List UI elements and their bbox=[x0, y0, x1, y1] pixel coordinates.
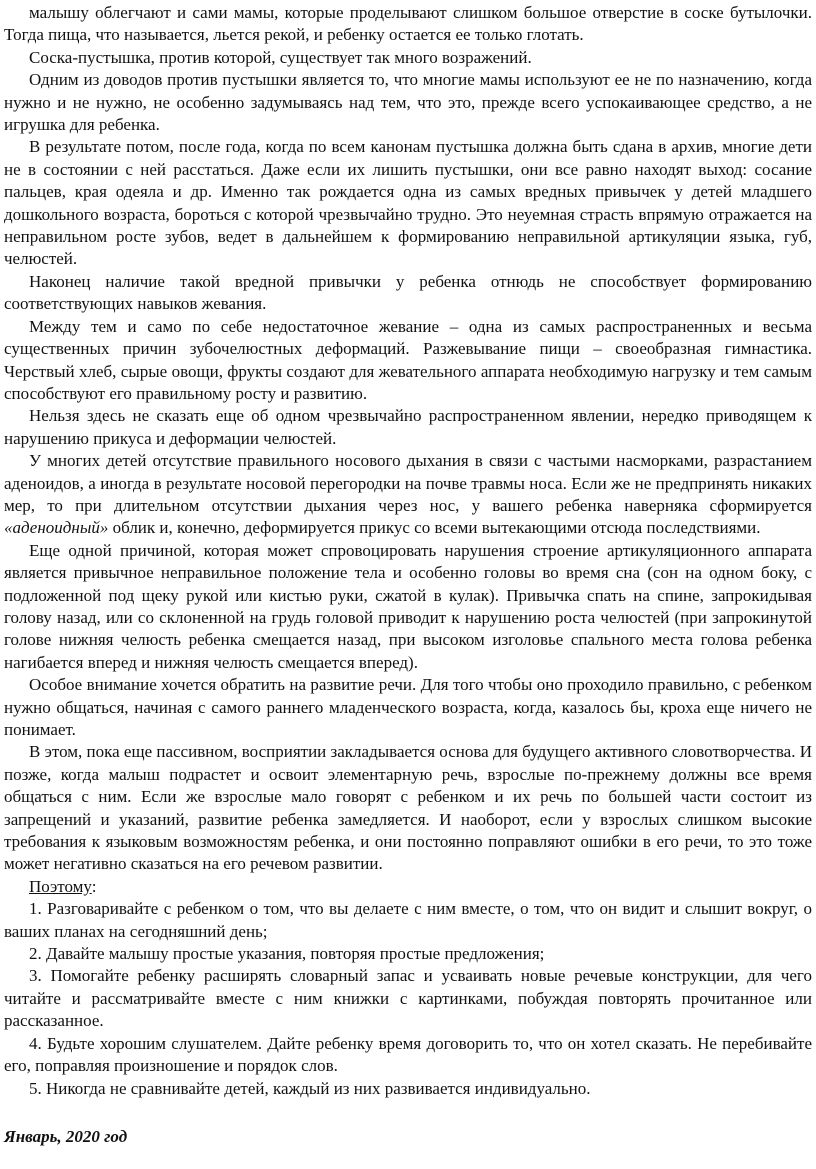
paragraph-8 bbox=[4, 450, 812, 540]
list-item-4: 4. Будьте хорошим слушателем. Дайте ребенку время договорить то, что он хотел сказать. Не перебивайте его, поправляя произношение и порядок слов. bbox=[4, 1033, 812, 1076]
therefore-heading bbox=[4, 876, 812, 898]
therefore-colon: : bbox=[91, 876, 97, 896]
paragraph-3: Одним из доводов против пустышки является то, что многие мамы используют ее не по назначению, когда нужно и не нужно, не особенно задумываясь над тем, что это, прежде всего успокаивающее средство, а не игрушка для ребенка. bbox=[4, 70, 812, 135]
paragraph-8-text-after: облик и, конечно, деформируется прикус со всеми вытекающими отсюда последствиями. bbox=[108, 518, 761, 538]
list-item-5: 5. Никогда не сравнивайте детей, каждый из них развивается индивидуально. bbox=[29, 1078, 591, 1098]
paragraph-5: Наконец наличие такой вредной привычки у ребенка отнюдь не способствует формированию соответствующих навыков жевания. bbox=[4, 271, 812, 314]
page-footer-date: Январь, 2020 год bbox=[4, 1127, 128, 1146]
list-item-2: 2. Давайте малышу простые указания, повторяя простые предложения; bbox=[29, 944, 545, 964]
paragraph-9: Еще одной причиной, которая может спровоцировать нарушения строение артикуляционного аппарата является привычное неправильное положение тела и особенно головы во время сна (сон на одном боку, с подложенной под щеку рукой или кистью руки, сжатой в кулак). Привычка спать на спине, запрокидывая голову назад, или со склоненной на грудь головой приводит к нарушению роста челюстей (при запрокинутой голове нижняя челюсть ребенка смещается назад, при высоком изголовье спального места голова ребенка нагибается вперед и нижняя челюсть смещается вперед). bbox=[4, 540, 812, 672]
paragraph-4: В результате потом, после года, когда по всем канонам пустышка должна быть сдана в архив, многие дети не в состоянии с ней расстаться. Даже если их лишить пустышки, они все равно находят выход: сосание пальцев, края одеяла и др. Именно так рождается одна из самых вредных привычек у детей младшего дошкольного возраста, бороться с которой чрезвычайно трудно. Это неуемная страсть впрямую отражается на неправильном росте зубов, ведет в дальнейшем к формированию неправильной артикуляции языка, губ, челюстей. bbox=[4, 137, 812, 269]
paragraph-2: Соска-пустышка, против которой, существует так много возражений. bbox=[29, 47, 532, 67]
paragraph-10: Особое внимание хочется обратить на развитие речи. Для того чтобы оно проходило правильно, с ребенком нужно общаться, начиная с самого раннего младенческого возраста, когда, казалось бы, кроха еще ничего не понимает. bbox=[4, 675, 812, 739]
list-item-1: 1. Разговаривайте с ребенком о том, что вы делаете с ним вместе, о том, что он видит и слышит вокруг, о ваших планах на сегодняшний день; bbox=[4, 899, 812, 941]
list-item-3: 3. Помогайте ребенку расширять словарный запас и усваивать новые речевые конструкции, для чего читайте и рассматривайте вместе с ним книжки с картинками, побуждая повторять прочитанное или рассказанное. bbox=[4, 966, 812, 1031]
paragraph-11: В этом, пока еще пассивном, восприятии закладывается основа для будущего активного словотворчества. И позже, когда малыш подрастет и освоит элементарную речь, взрослые по-прежнему должны все время общаться с ним. Если же взрослые мало говорят с ребенком и их речь по большей части состоит из запрещений и указаний, развитие ребенка замедляется. И наоборот, если у взрослых слишком высокие требования к языковым возможностям ребенка, и они постоянно поправляют ошибки в его речи, то это тоже может негативно сказаться на его речевом развитии. bbox=[4, 742, 812, 874]
paragraph-8-italic-term: «аденоидный» bbox=[4, 518, 109, 538]
paragraph-1: малышу облегчают и сами мамы, которые проделывают слишком большое отверстие в соске бутылочки. Тогда пища, что называется, льется рекой, и ребенку остается ее только глотать. bbox=[4, 3, 812, 45]
paragraph-6: Между тем и само по себе недостаточное жевание – одна из самых распространенных и весьма существенных причин зубочелюстных деформаций. Разжевывание пищи – своеобразная гимнастика. Черствый хлеб, сырые овощи, фрукты создают для жевательного аппарата необходимую нагрузку и тем самым способствуют его правильному росту и развитию. bbox=[4, 316, 812, 403]
paragraph-8-text-before: У многих детей отсутствие правильного носового дыхания в связи с частыми насморками, разрастанием аденоидов, а иногда в результате носовой перегородки на почве травмы носа. Если же не предпринять никаких мер, то при длительном отсутствии дыхания через нос, у вашего ребенка наверняка сформируется bbox=[4, 451, 812, 515]
paragraph-7: Нельзя здесь не сказать еще об одном чрезвычайно распространенном явлении, нередко приводящем к нарушению прикуса и деформации челюстей. bbox=[4, 406, 812, 448]
therefore-label: Поэтому bbox=[29, 876, 92, 896]
